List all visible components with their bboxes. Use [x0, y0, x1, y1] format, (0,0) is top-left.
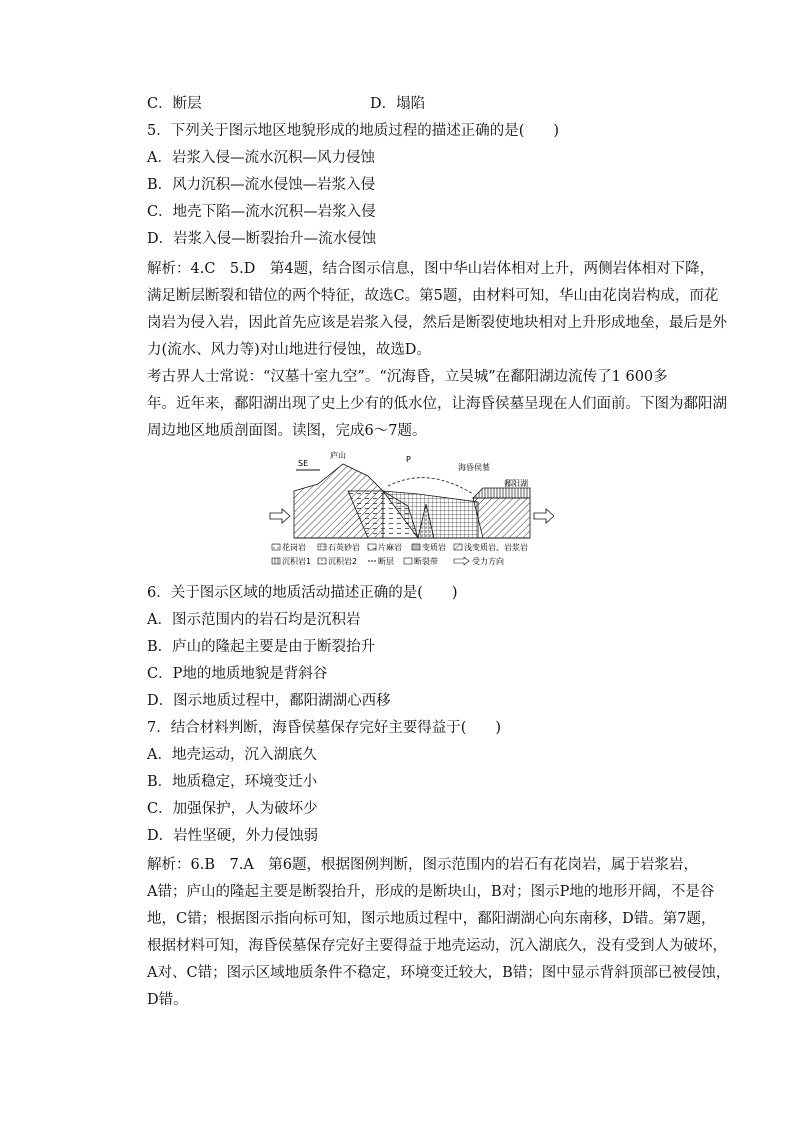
analysis2-line: D错。	[147, 992, 188, 1008]
legend-item: 沉积岩2	[328, 557, 358, 566]
point-label: P	[406, 455, 411, 464]
legend-item: 石英砂岩	[328, 543, 360, 552]
q7-option-d[interactable]: D．岩性坚硬，外力侵蚀弱	[147, 828, 319, 844]
force-arrow-right	[534, 509, 554, 523]
q6-option-d[interactable]: D．图示地质过程中，鄱阳湖湖心西移	[147, 693, 391, 709]
q5-option-b[interactable]: B．风力沉积—流水侵蚀—岩浆入侵	[147, 177, 376, 193]
mountain-label: 庐山	[330, 451, 346, 460]
legend-item: 花岗岩	[282, 543, 306, 552]
q6-option-c[interactable]: C．P地的地质地貌是背斜谷	[147, 666, 328, 682]
force-arrow-left	[270, 509, 290, 523]
q5-option-a[interactable]: A．岩浆入侵—流水沉积—风力侵蚀	[147, 150, 375, 166]
q4-option-c[interactable]: C．断层	[147, 96, 202, 112]
q5-option-d[interactable]: D．岩浆入侵—断裂抬升—流水侵蚀	[147, 231, 377, 247]
analysis1-line: 满足断层断裂和错位的两个特征，故选C。第5题，由材料可知，华山由花岗岩构成，而花	[147, 288, 719, 304]
analysis2-line: A错；庐山的隆起主要是断裂抬升，形成的是断块山，B对；图示P地的地形开阔，不是谷	[147, 884, 715, 900]
legend	[272, 542, 528, 566]
analysis2-line: 地，C错；根据图示指向标可知，图示地质过程中，鄱阳湖湖心向东南移，D错。第7题，	[147, 911, 716, 927]
analysis1-line: 力(流水、风力等)对山地进行侵蚀，故选D。	[147, 342, 431, 358]
geologic-cross-section-figure	[268, 446, 554, 576]
q5-option-c[interactable]: C．地壳下陷—流水沉积—岩浆入侵	[147, 204, 376, 220]
legend-item: 断层	[378, 557, 394, 566]
cross-section-body	[294, 464, 530, 538]
direction-label: SE	[298, 459, 309, 468]
legend-item: 受力方向	[472, 557, 504, 566]
legend-item: 浅变质岩、岩浆岩	[464, 543, 528, 552]
q6-stem: 6．关于图示区域的地质活动描述正确的是( )	[147, 585, 458, 601]
legend-item: 变质岩	[422, 543, 446, 552]
lake-label: 鄱阳湖	[504, 479, 528, 488]
analysis2-line: A对、C错；图示区域地质条件不稳定，环境变迁较大，B错；图中显示背斜顶部已被侵蚀，	[147, 965, 731, 981]
q5-stem: 5．下列关于图示地区地貌形成的地质过程的描述正确的是( )	[147, 123, 560, 139]
analysis1-line: 解析：4.C 5.D 第4题，结合图示信息，图中华山岩体相对上升，两侧岩体相对下降，	[147, 261, 715, 277]
analysis1-line: 岗岩为侵入岩，因此首先应该是岩浆入侵，然后是断裂使地块相对上升形成地垒，最后是外	[147, 315, 727, 331]
legend-item: 沉积岩1	[282, 557, 312, 566]
q4-option-d[interactable]: D．塌陷	[370, 96, 426, 112]
material-line: 年。近年来，鄱阳湖出现了史上少有的低水位，让海昏侯墓呈现在人们面前。下图为鄱阳湖	[147, 396, 727, 412]
q7-option-a[interactable]: A．地壳运动，沉入湖底久	[147, 747, 317, 763]
material-line: 考古界人士常说：“汉墓十室九空”。“沉海昏，立吴城”在鄱阳湖边流传了1 600多	[147, 369, 668, 385]
analysis2-line: 解析：6.B 7.A 第6题，根据图例判断，图示范围内的岩石有花岗岩，属于岩浆岩，	[147, 857, 699, 873]
q7-option-c[interactable]: C．加强保护，人为破坏少	[147, 801, 318, 817]
q6-option-a[interactable]: A．图示范围内的岩石均是沉积岩	[147, 612, 361, 628]
material-line: 周边地区地质剖面图。读图，完成6～7题。	[147, 423, 427, 439]
tomb-label: 海昏侯墓	[458, 463, 490, 472]
q7-stem: 7．结合材料判断，海昏侯墓保存完好主要得益于( )	[147, 720, 502, 736]
q7-option-b[interactable]: B．地质稳定，环境变迁小	[147, 774, 318, 790]
legend-item: 断裂带	[414, 557, 438, 566]
legend-item: 片麻岩	[378, 543, 402, 552]
q6-option-b[interactable]: B．庐山的隆起主要是由于断裂抬升	[147, 639, 376, 655]
analysis2-line: 根据材料可知，海昏侯墓保存完好主要得益于地壳运动，沉入湖底久，没有受到人为破坏，	[147, 938, 727, 954]
